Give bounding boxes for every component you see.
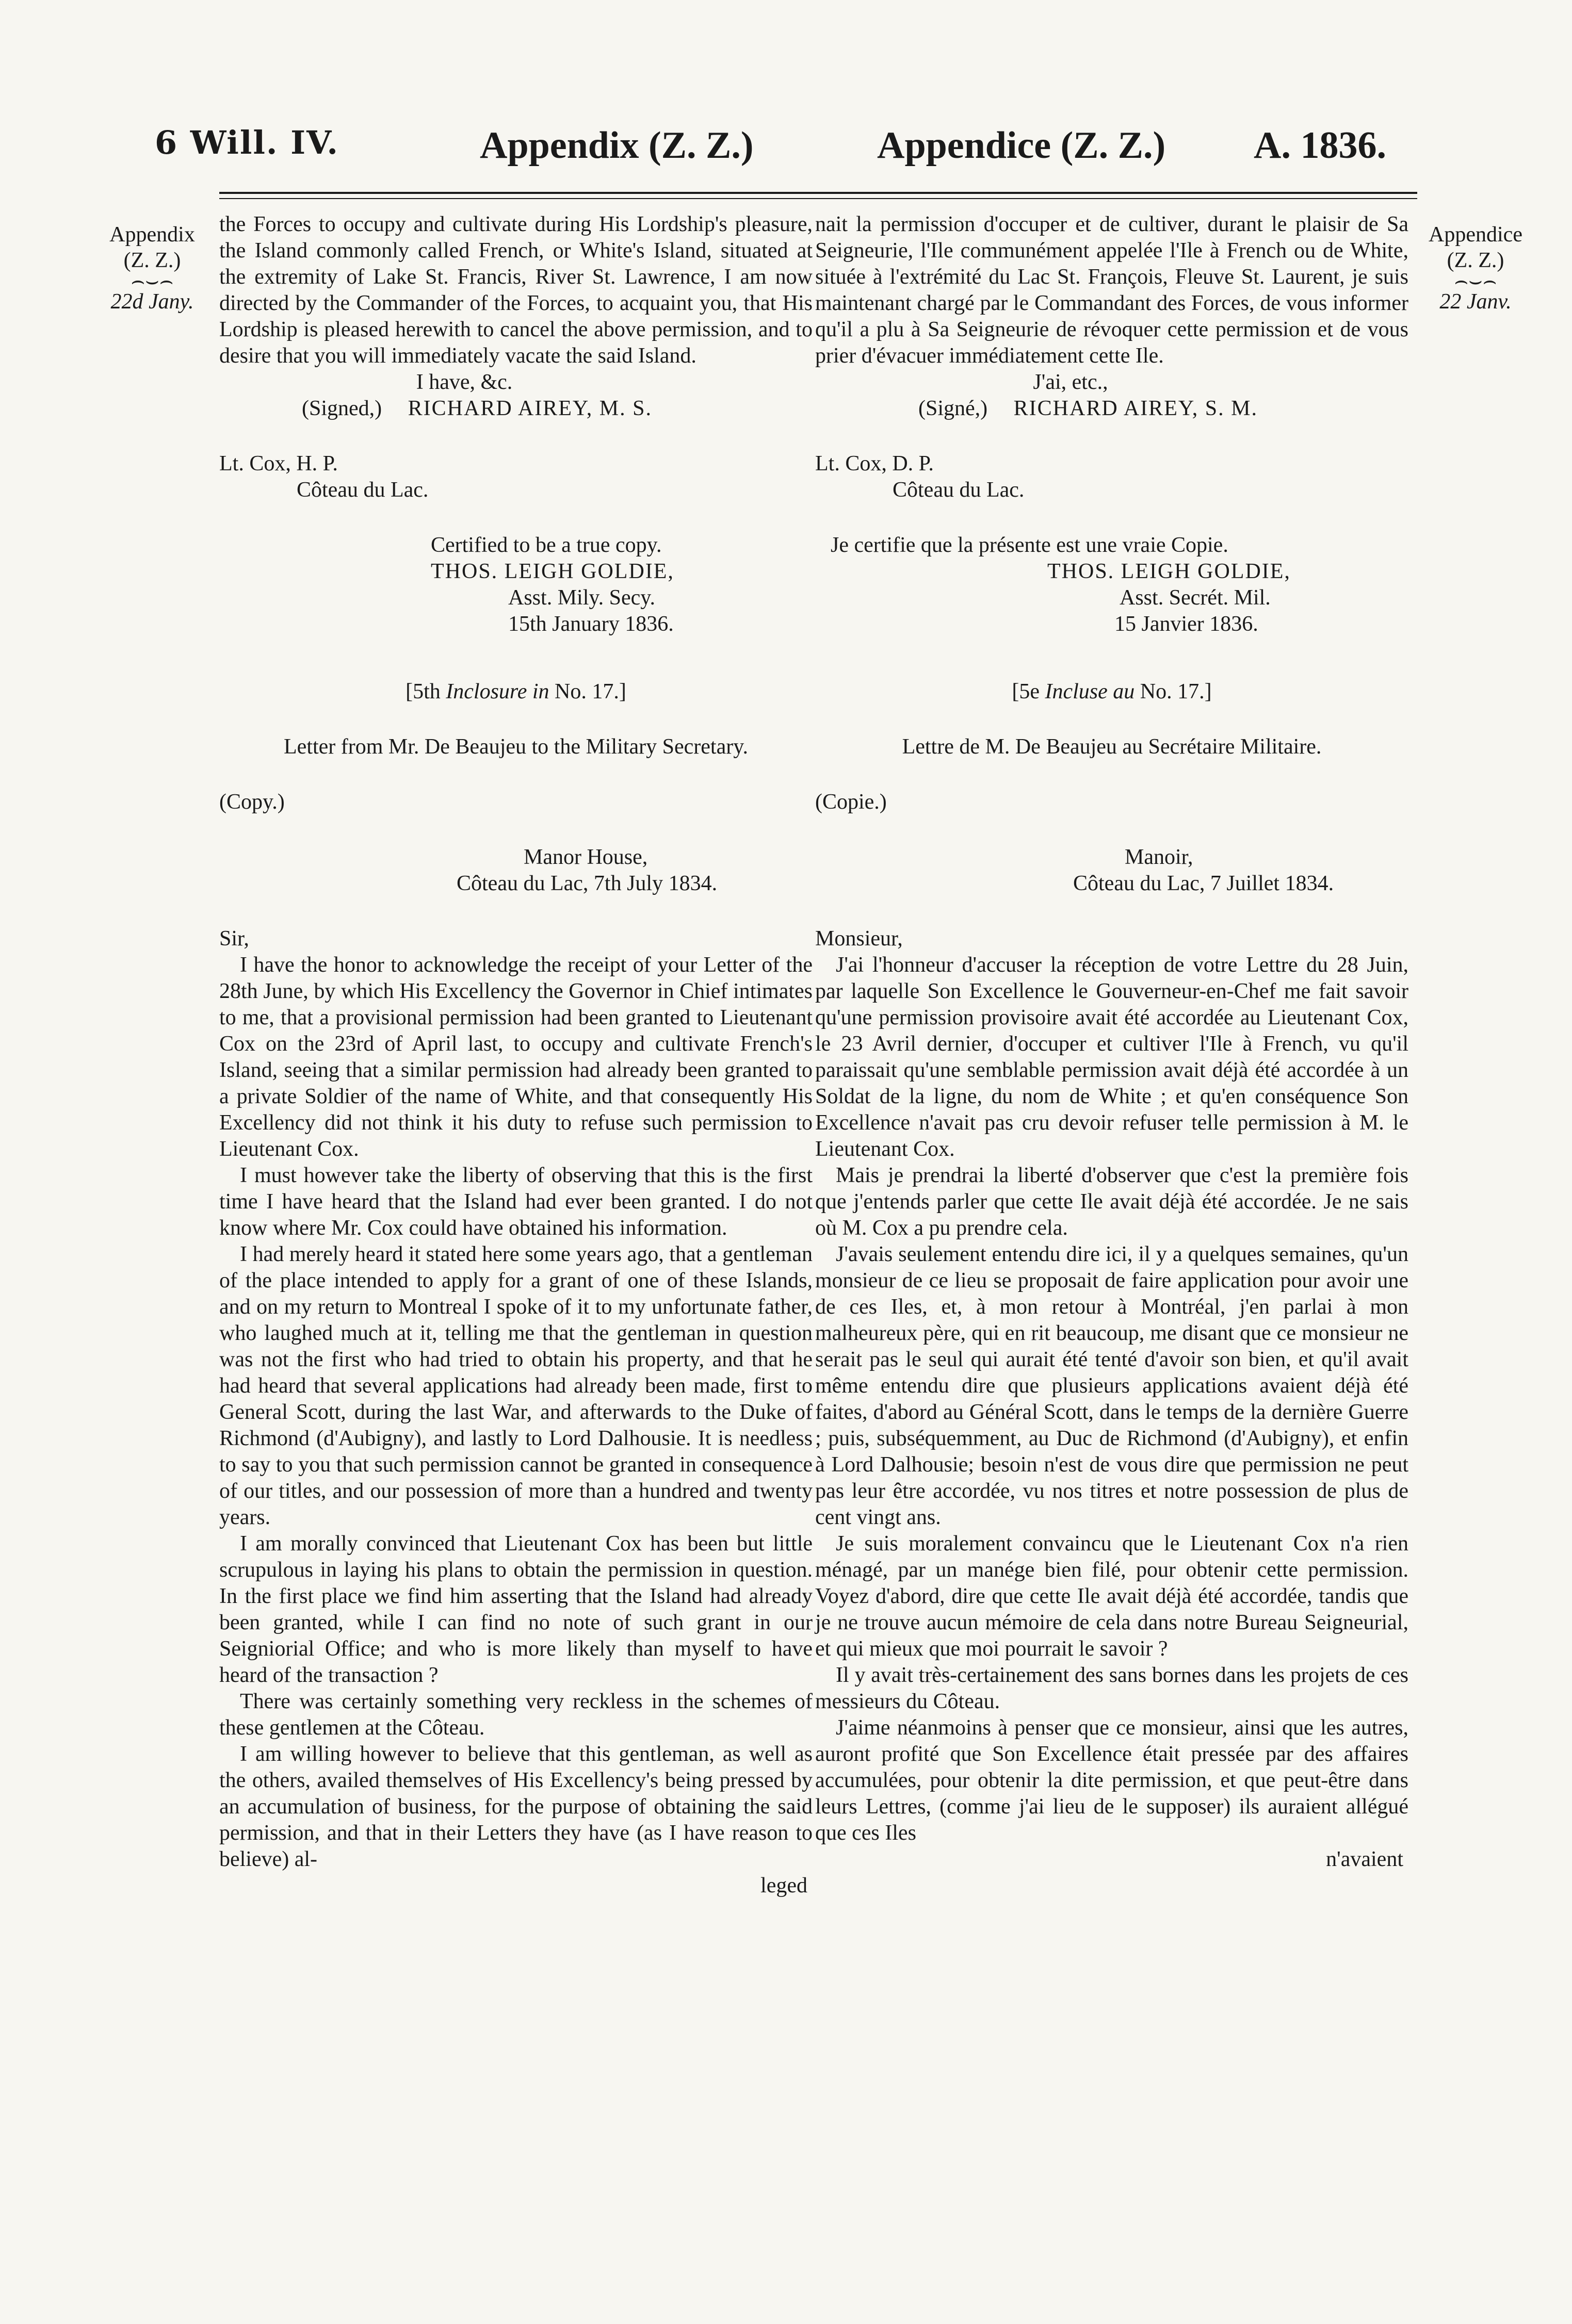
margin-right-sub: (Z. Z.) [1447,249,1504,272]
en-body-paragraph: I have the honor to acknowledge the receipt of your Letter of the 28th June, by which His Excellency the Governor in Chief intimates to me, that a provisional permission had been granted to Lieutenant Cox on the 23rd of April last, to occupy and cultivate French's Island, seeing that a similar permission had already been granted to a private Soldier of the name of White, and that consequently His Excellency did not think it his duty to refuse such permission to Lieutenant Cox. [219,953,813,1161]
en-cert-line: Certified to be a true copy. [431,533,662,557]
en-cert-title: Asst. Mily. Secy. [508,586,656,610]
en-copy-label: (Copy.) [219,790,285,814]
header-year: A. 1836. [1254,124,1386,167]
english-column [219,211,813,1899]
fr-copy-label: (Copie.) [815,790,887,814]
margin-right-date: 22 Janv. [1439,290,1512,314]
fr-signature-line [815,396,1408,422]
fr-certification [815,532,1408,637]
fr-letter-title: Lettre de M. De Beaujeu au Secrétaire Militaire. [902,735,1322,759]
fr-inclosure-heading: [5e Incluse au No. 17.] [1012,680,1212,703]
en-manor-date: Côteau du Lac, 7th July 1834. [457,872,718,895]
en-body-paragraph: I had merely heard it stated here some years ago, that a gentleman of the place intended to apply for a grant of one of these Islands, and on my return to Montreal I spoke of it to my unfortunate father, who laughed much at it, telling me that the gentleman in question was not the first who had tried to obtain his property, and that he had heard that several applications had already been made, first to General Scott, during the last War, and afterwards to the Duke of Richmond (d'Aubigny), and lastly to Lord Dalhousie. It is needless to say to you that such permission cannot be granted in consequence of our titles, and our possession of more than a hundred and twenty years. [219,1242,813,1529]
margin-left-date: 22d Jany. [110,290,194,314]
fr-salutation: Monsieur, [815,927,903,951]
en-signature-line [219,396,813,422]
fr-cert-title: Asst. Secrét. Mil. [1120,586,1271,610]
en-manor: Manor House, [524,845,648,869]
header-rule-thin [219,198,1417,199]
header-rule [219,192,1417,194]
fr-manor: Manoir, [1125,845,1193,869]
en-catchword: leged [760,1874,807,1897]
fr-body-paragraph: J'aime néanmoins à penser que ce monsieur, ainsi que les autres, auront profité que Son Excellence était pressée par des affaires accumulées, pour obtenir la dite permission, et que peut-être dans leurs Lettres, (comme j'ai lieu de le supposer) ils auraient allégué que ces Iles [815,1716,1408,1845]
fr-address-place: Côteau du Lac. [893,478,1025,502]
en-body-paragraph: There was certainly something very reckless in the schemes of these gentlemen at the Côteau. [219,1690,813,1740]
fr-manor-date: Côteau du Lac, 7 Juillet 1834. [1073,872,1334,895]
brace-icon: ⌢⌣⌢ [1454,269,1497,293]
fr-addressee: Lt. Cox, D. P. [815,452,934,476]
en-signer: RICHARD AIREY, M. S. [408,397,652,420]
header-reign: 6 Will. IV. [155,124,339,161]
fr-signer: RICHARD AIREY, S. M. [1013,397,1258,420]
fr-body-paragraph: J'ai l'honneur d'accuser la réception de votre Lettre du 28 Juin, par laquelle Son Excellence le Gouverneur-en-Chef me fait savoir qu'une permission provisoire avait été accordée au Lieutenant Cox, le 23 Avril dernier, d'occuper et cultiver l'Ile à French, vu qu'il paraissait qu'une semblable permission avait déjà été accordée à un Soldat de la ligne, du nom de White ; et qu'en conséquence Son Excellence n'avait pas cru devoir refuser telle permission à M. le Lieutenant Cox. [815,953,1408,1161]
french-column [815,211,1408,1873]
en-addressee: Lt. Cox, H. P. [219,452,338,476]
en-body-paragraph: I am willing however to believe that this gentleman, as well as the others, availed themselves of His Excellency's being pressed by an accumulation of business, for the purpose of obtaining the said permission, and that in their Letters they have (as I have reason to believe) al- [219,1742,813,1871]
en-salutation: Sir, [219,927,249,951]
brace-icon: ⌢⌣⌢ [131,269,174,293]
margin-left-label: Appendix [109,223,195,247]
header-title-french: Appendice (Z. Z.) [877,124,1166,167]
en-certification [219,532,813,637]
margin-note-left [93,222,212,315]
fr-opening-paragraph: nait la permission d'occuper et de cultiver, durant le plaisir de Sa Seigneurie, l'Ile communément appelée l'Ile à French ou de White, située à l'extrémité du Lac St. François, Fleuve St. Laurent, je suis maintenant chargé par le Commandant des Forces, de vous informer qu'il a plu à Sa Seigneurie de révoquer cette permission et de vous prier d'évacuer immédiatement cette Ile. [815,212,1408,368]
margin-right-label: Appendice [1429,223,1522,247]
en-body-paragraph: I must however take the liberty of observing that this is the first time I have heard that the Island had ever been granted. I do not know where Mr. Cox could have obtained his information. [219,1164,813,1240]
en-opening-paragraph: the Forces to occupy and cultivate during His Lordship's pleasure, the Island commonly called French, or White's Island, situated at the extremity of Lake St. Francis, River St. Lawrence, I am now directed by the Commander of the Forces, to acquaint you, that His Lordship is pleased herewith to cancel the above permission, and to desire that you will immediately vacate the said Island. [219,212,813,368]
en-letter-title: Letter from Mr. De Beaujeu to the Military Secretary. [284,735,748,759]
en-cert-date: 15th January 1836. [508,612,674,636]
fr-body-paragraph: J'avais seulement entendu dire ici, il y a quelques semaines, qu'un monsieur de ce lieu se proposait de faire application pour avoir une de ces Iles, et, à mon retour à Montréal, j'en parlai à mon malheureux père, qui en rit beaucoup, me disant que ce monsieur ne serait pas le seul qui aurait été tenté d'avoir son bien, et qu'il avait même entendu dire que plusieurs applications avaient déjà été faites, d'abord au Général Scott, dans le temps de la dernière Guerre ; puis, subséquemment, au Duc de Richmond (d'Aubigny), et enfin à Lord Dalhousie; besoin n'est de vous dire que permission ne peut pas leur être accordée, vu nos titres et notre possession de plus de cent vingt ans. [815,1242,1408,1529]
fr-signed-label: (Signé,) [918,397,988,420]
fr-cert-date: 15 Janvier 1836. [1114,612,1258,636]
fr-catchword: n'avaient [1326,1847,1403,1871]
header-title-english: Appendix (Z. Z.) [480,124,754,167]
margin-left-sub: (Z. Z.) [123,249,181,272]
en-cert-signer: THOS. LEIGH GOLDIE, [431,560,674,583]
fr-cert-line: Je certifie que la présente est une vraie Copie. [831,533,1228,557]
margin-note-right [1416,222,1535,315]
fr-cert-signer: THOS. LEIGH GOLDIE, [1047,560,1291,583]
en-inclosure-heading: [5th Inclosure in No. 17.] [406,680,626,703]
en-body-paragraph: I am morally convinced that Lieutenant Cox has been but little scrupulous in laying his plans to obtain the permission in question. In the first place we find him asserting that the Island had already been granted, while I can find no note of such grant in our Seigniorial Office; and who is more likely than myself to have heard of the transaction ? [219,1532,813,1687]
en-closing: I have, &c. [416,370,513,394]
fr-body-paragraph: Mais je prendrai la liberté d'observer que c'est la première fois que j'entends parler que cette Ile avait déjà été accordée. Je ne sais où M. Cox a pu prendre cela. [815,1164,1408,1240]
fr-body-paragraph: Il y avait très-certainement des sans bornes dans les projets de ces messieurs du Côteau. [815,1663,1408,1713]
en-signed-label: (Signed,) [302,397,382,420]
en-address-place: Côteau du Lac. [297,478,429,502]
fr-body-paragraph: Je suis moralement convaincu que le Lieutenant Cox n'a rien ménagé, par un manége bien filé, pour obtenir cette permission. Voyez d'abord, dire que cette Ile avait déjà été accordée, tandis que je ne trouve aucun mémoire de cela dans notre Bureau Seigneurial, et qui mieux que moi pourrait le savoir ? [815,1532,1408,1661]
fr-closing: J'ai, etc., [1033,370,1108,394]
